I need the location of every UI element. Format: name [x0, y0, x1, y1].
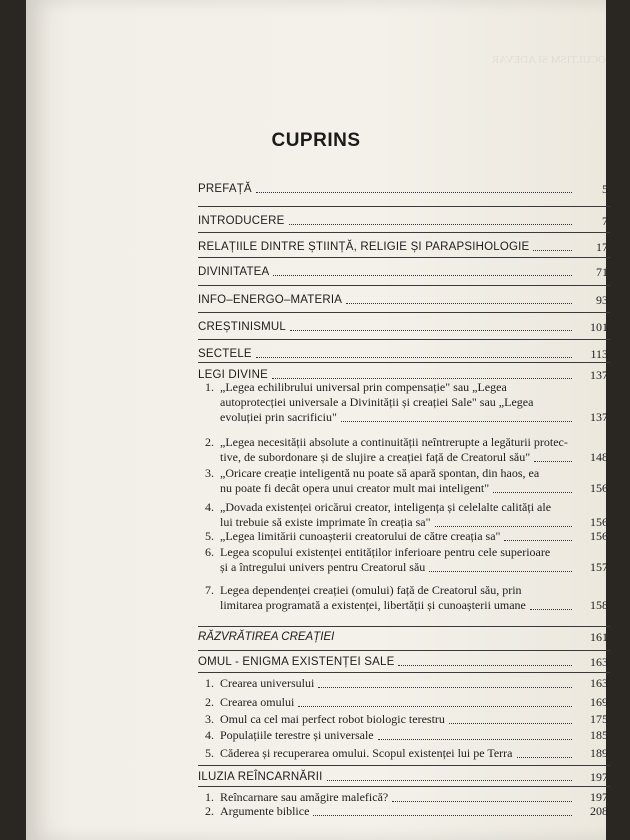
toc-entry-line: [198, 214, 608, 228]
subentry-final-line: [220, 712, 608, 727]
dot-leader: [272, 378, 572, 379]
subentry-body: [220, 466, 608, 496]
toc-entry[interactable]: [198, 182, 608, 196]
subentry-page: 185: [590, 728, 608, 742]
dot-leader: [341, 421, 572, 422]
subentry-final-line: [220, 560, 608, 575]
toc-entry-page: 113: [590, 347, 608, 361]
subentry-title: Reîncarnare sau amăgire malefică?: [220, 790, 389, 804]
section-rule: [198, 362, 610, 363]
toc-subentry[interactable]: [198, 746, 608, 761]
toc-subentry[interactable]: [198, 804, 608, 819]
subentry-title: Crearea universului: [220, 676, 315, 690]
toc-entry-title: ILUZIA REÎNCARNĂRII: [198, 771, 323, 783]
subentry-body: [220, 676, 608, 691]
section-rule: [198, 765, 610, 766]
toc-entry-line: [198, 265, 608, 279]
toc-entry-title: CREȘTINISMUL: [198, 321, 287, 333]
section-rule: [198, 257, 610, 258]
toc-entry-title: INTRODUCERE: [198, 215, 285, 227]
subentry-page: 189: [590, 746, 608, 760]
subentry-title: și a întregului univers pentru Creatorul său: [220, 560, 426, 574]
subentry-body: [220, 435, 608, 465]
toc-entry-page: 101: [590, 320, 608, 334]
subentry-final-line: [220, 746, 608, 761]
subentry-text-line: „Dovada existenței oricărui creator, inteligența și celelalte calități ale: [220, 500, 552, 514]
subentry-text-line: Legea dependenței creației (omului) față de Creatorul său, prin: [220, 583, 522, 597]
toc-entry-page: 71: [596, 265, 608, 279]
subentry-number: 2.: [205, 435, 214, 449]
subentry-page: 148: [590, 450, 608, 464]
toc-entry-line: [198, 182, 608, 196]
toc-entry-title: RĂZVRĂTIREA CREAȚIEI: [198, 631, 335, 643]
toc-entry-page: 17: [596, 240, 608, 254]
toc-entry[interactable]: [198, 347, 608, 361]
toc-entry[interactable]: [198, 770, 608, 784]
toc-entry-title: OMUL - ENIGMA EXISTENȚEI SALE: [198, 656, 395, 668]
subentry-page: 156: [590, 515, 608, 529]
toc-subentry[interactable]: [198, 695, 608, 710]
toc-entry-page: 197: [590, 770, 608, 784]
subentry-page: 158: [590, 598, 608, 612]
section-rule: [198, 626, 610, 627]
subentry-body: [220, 746, 608, 761]
subentry-page: 137: [590, 410, 608, 424]
dot-leader: [313, 815, 572, 816]
subentry-final-line: [220, 450, 608, 465]
subentry-page: 157: [590, 560, 608, 574]
toc-subentry[interactable]: [198, 435, 608, 465]
toc-subentry[interactable]: [198, 380, 608, 425]
subentry-title: limitarea programată a existenței, libertății și cunoașterii umane: [220, 598, 526, 612]
toc-subentry[interactable]: [198, 500, 608, 530]
toc-entry[interactable]: [198, 630, 608, 644]
subentry-final-line: [220, 790, 608, 805]
dot-leader: [378, 739, 572, 740]
subentry-body: [220, 712, 608, 727]
toc-subentry[interactable]: [198, 728, 608, 743]
toc-entry-line: [198, 655, 608, 669]
subentry-title: Căderea și recuperarea omului. Scopul existenței lui pe Terra: [220, 746, 513, 760]
dot-leader: [318, 687, 572, 688]
toc-entry-page: 93: [596, 293, 608, 307]
subentry-text-line: „Legea echilibrului universal prin compensație" sau „Legea: [220, 380, 507, 394]
subentry-final-line: [220, 728, 608, 743]
dot-leader: [449, 723, 572, 724]
subentry-body: [220, 500, 608, 530]
toc-entry-title: PREFAȚĂ: [198, 183, 252, 195]
subentry-body: [220, 545, 608, 575]
section-rule: [198, 672, 610, 673]
toc-subentry[interactable]: [198, 712, 608, 727]
subentry-text-line: „Legea necesității absolute a continuității neîntrerupte a legăturii protec-: [220, 435, 568, 449]
subentry-page: 208: [590, 804, 608, 818]
subentry-number: 3.: [205, 712, 214, 726]
toc-entry[interactable]: [198, 320, 608, 334]
dot-leader: [493, 492, 572, 493]
subentry-number: 2.: [205, 695, 214, 709]
subentry-text-line: „Oricare creație inteligentă nu poate să apară spontan, din haos, ea: [220, 466, 540, 480]
dot-leader: [298, 706, 572, 707]
toc-entry-page: 161: [590, 630, 608, 644]
subentry-body: [220, 804, 608, 819]
toc-entry-page: 163: [590, 655, 608, 669]
subentry-page: 197: [590, 790, 608, 804]
toc-entry[interactable]: [198, 655, 608, 669]
dot-leader: [346, 303, 572, 304]
toc-entry-title: LEGI DIVINE: [198, 369, 268, 381]
dot-leader: [504, 540, 572, 541]
subentry-body: [220, 380, 608, 425]
subentry-final-line: [220, 481, 608, 496]
dot-leader: [290, 330, 572, 331]
subentry-page: 169: [590, 695, 608, 709]
subentry-number: 6.: [205, 545, 214, 559]
dot-leader: [327, 780, 572, 781]
toc-subentry[interactable]: [198, 676, 608, 691]
subentry-number: 7.: [205, 583, 214, 597]
subentry-final-line: [220, 515, 608, 530]
subentry-final-line: [220, 598, 608, 613]
toc-entry-line: [198, 347, 608, 361]
section-rule: [198, 339, 610, 340]
subentry-page: 156: [590, 529, 608, 543]
section-rule: [198, 786, 610, 787]
dot-leader: [289, 224, 572, 225]
toc-entry-line: [198, 320, 608, 334]
toc-subentry[interactable]: [198, 790, 608, 805]
subentry-body: [220, 728, 608, 743]
subentry-text-line: Legea scopului existenței entităților inferioare pentru cele superioare: [220, 545, 551, 559]
subentry-page: 156: [590, 481, 608, 495]
book-page: [26, 0, 606, 840]
subentry-body: [220, 790, 608, 805]
toc-entry-title: DIVINITATEA: [198, 266, 270, 278]
subentry-title: lui trebuie să existe imprimate în creația sa": [220, 515, 431, 529]
subentry-number: 2.: [205, 804, 214, 818]
subentry-number: 1.: [205, 790, 214, 804]
toc-entry[interactable]: [198, 293, 608, 307]
subentry-title: Argumente biblice: [220, 804, 310, 818]
toc-entry-line: [198, 770, 608, 784]
subentry-title: „Legea limitării cunoașterii creatorului de către creația sa": [220, 529, 501, 543]
toc-entry[interactable]: [198, 240, 608, 254]
subentry-number: 3.: [205, 466, 214, 480]
toc-entry-page: 7: [602, 214, 608, 228]
dot-leader: [429, 571, 572, 572]
dot-leader: [534, 461, 572, 462]
toc-entry-line: [198, 630, 608, 644]
section-rule: [198, 312, 610, 313]
subentry-body: [220, 695, 608, 710]
subentry-title: tive, de subordonare și de slujire a creației față de Creatorul său": [220, 450, 531, 464]
subentry-page: 175: [590, 712, 608, 726]
subentry-final-line: [220, 410, 608, 425]
subentry-body: [220, 583, 608, 613]
dot-leader: [517, 757, 573, 758]
dot-leader: [392, 801, 572, 802]
section-rule: [198, 232, 610, 233]
subentry-final-line: [220, 676, 608, 691]
subentry-text-line: autoprotecției universale a Divinității și creației Sale" sau „Legea: [220, 395, 534, 409]
toc-subentry[interactable]: [198, 466, 608, 496]
bleed-through-text: OCULTISM SI ADEVAR: [491, 54, 606, 66]
toc-subentry[interactable]: [198, 583, 608, 613]
subentry-title: nu poate fi decât opera unui creator mult mai inteligent": [220, 481, 490, 495]
section-rule: [198, 650, 610, 651]
dot-leader: [273, 275, 572, 276]
subentry-final-line: [220, 529, 608, 544]
toc-entry-page: 5: [602, 182, 608, 196]
toc-entry-title: INFO–ENERGO–MATERIA: [198, 294, 343, 306]
subentry-number: 5.: [205, 529, 214, 543]
dot-leader: [398, 665, 572, 666]
subentry-number: 1.: [205, 380, 214, 394]
subentry-title: Crearea omului: [220, 695, 295, 709]
dot-leader: [533, 250, 572, 251]
toc-entry-title: SECTELE: [198, 348, 252, 360]
subentry-title: Populațiile terestre și universale: [220, 728, 374, 742]
section-rule: [198, 285, 610, 286]
subentry-final-line: [220, 695, 608, 710]
subentry-number: 1.: [205, 676, 214, 690]
toc-entry-title: RELAȚIILE DINTRE ȘTIINȚĂ, RELIGIE ȘI PARAPSIHOLOGIE: [198, 241, 530, 253]
dot-leader: [256, 192, 572, 193]
toc-entry-line: [198, 293, 608, 307]
subentry-number: 4.: [205, 500, 214, 514]
section-rule: [198, 206, 610, 207]
subentry-number: 5.: [205, 746, 214, 760]
page-title: CUPRINS: [271, 130, 361, 151]
toc-subentry[interactable]: [198, 529, 608, 544]
subentry-number: 4.: [205, 728, 214, 742]
toc-entry-page: 137: [590, 368, 608, 382]
toc-entry[interactable]: [198, 265, 608, 279]
subentry-body: [220, 529, 608, 544]
dot-leader: [435, 526, 573, 527]
toc-entry[interactable]: [198, 214, 608, 228]
subentry-final-line: [220, 804, 608, 819]
subentry-title: Omul ca cel mai perfect robot biologic terestru: [220, 712, 445, 726]
subentry-title: evoluției prin sacrificiu": [220, 410, 337, 424]
dot-leader: [256, 357, 572, 358]
toc-entry-line: [198, 240, 608, 254]
subentry-page: 163: [590, 676, 608, 690]
dot-leader: [530, 609, 572, 610]
toc-subentry[interactable]: [198, 545, 608, 575]
